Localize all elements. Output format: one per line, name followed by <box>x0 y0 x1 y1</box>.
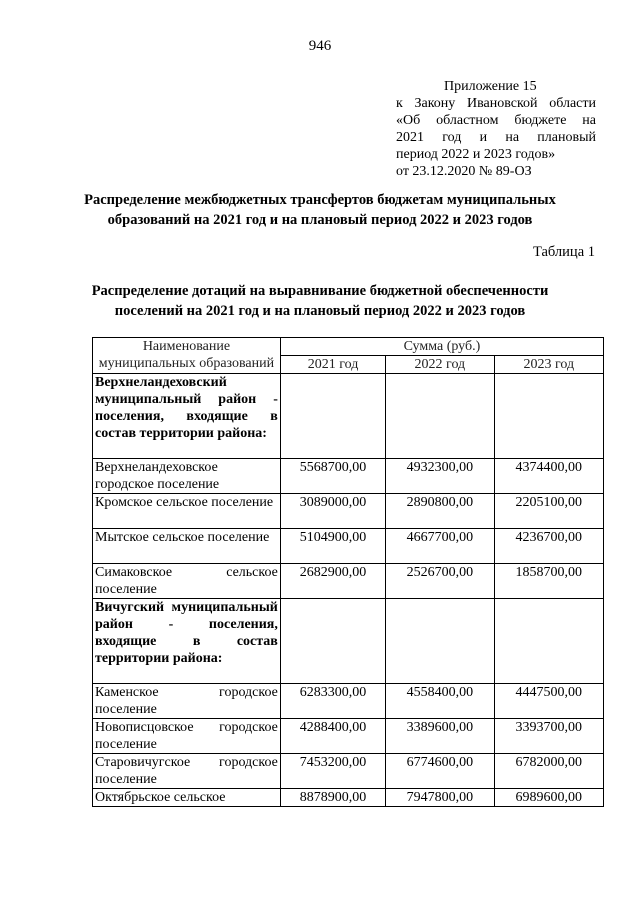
amount-cell: 5104900,00 <box>280 529 385 564</box>
table-row <box>93 754 604 789</box>
settlement-name-cell: Верхнеландеховское городское поселение <box>93 459 281 494</box>
table-number: Таблица 1 <box>532 244 595 260</box>
table-row <box>93 684 604 719</box>
appendix-line: «Об областном бюджете на <box>396 113 596 128</box>
table-body <box>93 338 604 807</box>
table-heading: Распределение дотаций на выравнивание бюджетной обеспеченности поселений на 2021 год и на плановый период 2022 и 2023 годов <box>91 283 549 319</box>
header-year-cell: 2022 год <box>386 356 494 374</box>
settlement-name-cell: Симаковское сельское поселение <box>93 564 281 599</box>
amount-cell <box>494 374 603 459</box>
amount-cell: 4932300,00 <box>386 459 494 494</box>
amount-cell: 7947800,00 <box>386 789 494 807</box>
amount-cell <box>494 599 603 684</box>
table-row <box>93 494 604 529</box>
amount-cell <box>280 374 385 459</box>
amount-cell: 4558400,00 <box>386 684 494 719</box>
table-row <box>93 719 604 754</box>
amount-cell <box>386 599 494 684</box>
amount-cell: 8878900,00 <box>280 789 385 807</box>
settlement-name-cell: Каменское городское поселение <box>93 684 281 719</box>
amount-cell: 6782000,00 <box>494 754 603 789</box>
table-row <box>93 529 604 564</box>
appendix-line: от 23.12.2020 № 89-ОЗ <box>396 164 532 179</box>
header-year-cell: 2023 год <box>494 356 603 374</box>
settlement-name-cell: Мытское сельское поселение <box>93 529 281 564</box>
amount-cell: 4236700,00 <box>494 529 603 564</box>
appendix-line: 2021 год и на плановый <box>396 130 596 145</box>
appendix-line: Приложение 15 <box>444 79 537 94</box>
table-row <box>93 459 604 494</box>
amount-cell: 2682900,00 <box>280 564 385 599</box>
amount-cell: 2526700,00 <box>386 564 494 599</box>
header-name-cell: Наименование муниципальных образований <box>93 338 281 374</box>
amount-cell: 2205100,00 <box>494 494 603 529</box>
table-row <box>93 789 604 807</box>
header-year-cell: 2021 год <box>280 356 385 374</box>
header-sum-cell: Сумма (руб.) <box>280 338 603 356</box>
subsidy-table <box>92 337 604 807</box>
amount-cell: 7453200,00 <box>280 754 385 789</box>
amount-cell: 5568700,00 <box>280 459 385 494</box>
amount-cell: 6283300,00 <box>280 684 385 719</box>
amount-cell: 6989600,00 <box>494 789 603 807</box>
appendix-line: период 2022 и 2023 годов» <box>396 147 556 162</box>
main-heading: Распределение межбюджетных трансфертов бюджетам муниципальных образований на 2021 год и на плановый период 2022 и 2023 годов <box>84 192 556 228</box>
amount-cell: 6774600,00 <box>386 754 494 789</box>
amount-cell <box>280 599 385 684</box>
settlement-name-cell: Кромское сельское поселение <box>93 494 281 529</box>
amount-cell <box>386 374 494 459</box>
amount-cell: 4447500,00 <box>494 684 603 719</box>
district-name-cell: Верхнеландеховский муниципальный район - поселения, входящие в состав территории района: <box>93 374 281 459</box>
appendix-block <box>396 78 596 180</box>
amount-cell: 3089000,00 <box>280 494 385 529</box>
settlement-name-cell: Октябрьское сельское <box>93 789 281 807</box>
amount-cell: 4288400,00 <box>280 719 385 754</box>
table-row <box>93 564 604 599</box>
amount-cell: 4374400,00 <box>494 459 603 494</box>
district-name-cell: Вичугский муниципальный район - поселения, входящие в состав территории района: <box>93 599 281 684</box>
amount-cell: 3393700,00 <box>494 719 603 754</box>
amount-cell: 1858700,00 <box>494 564 603 599</box>
table-header-row <box>93 338 604 356</box>
amount-cell: 3389600,00 <box>386 719 494 754</box>
amount-cell: 2890800,00 <box>386 494 494 529</box>
amount-cell: 4667700,00 <box>386 529 494 564</box>
page-number: 946 <box>308 38 332 54</box>
settlement-name-cell: Новописцовское городское поселение <box>93 719 281 754</box>
settlement-name-cell: Старовичугское городское поселение <box>93 754 281 789</box>
appendix-line: к Закону Ивановской области <box>396 96 596 111</box>
district-row <box>93 599 604 684</box>
district-row <box>93 374 604 459</box>
